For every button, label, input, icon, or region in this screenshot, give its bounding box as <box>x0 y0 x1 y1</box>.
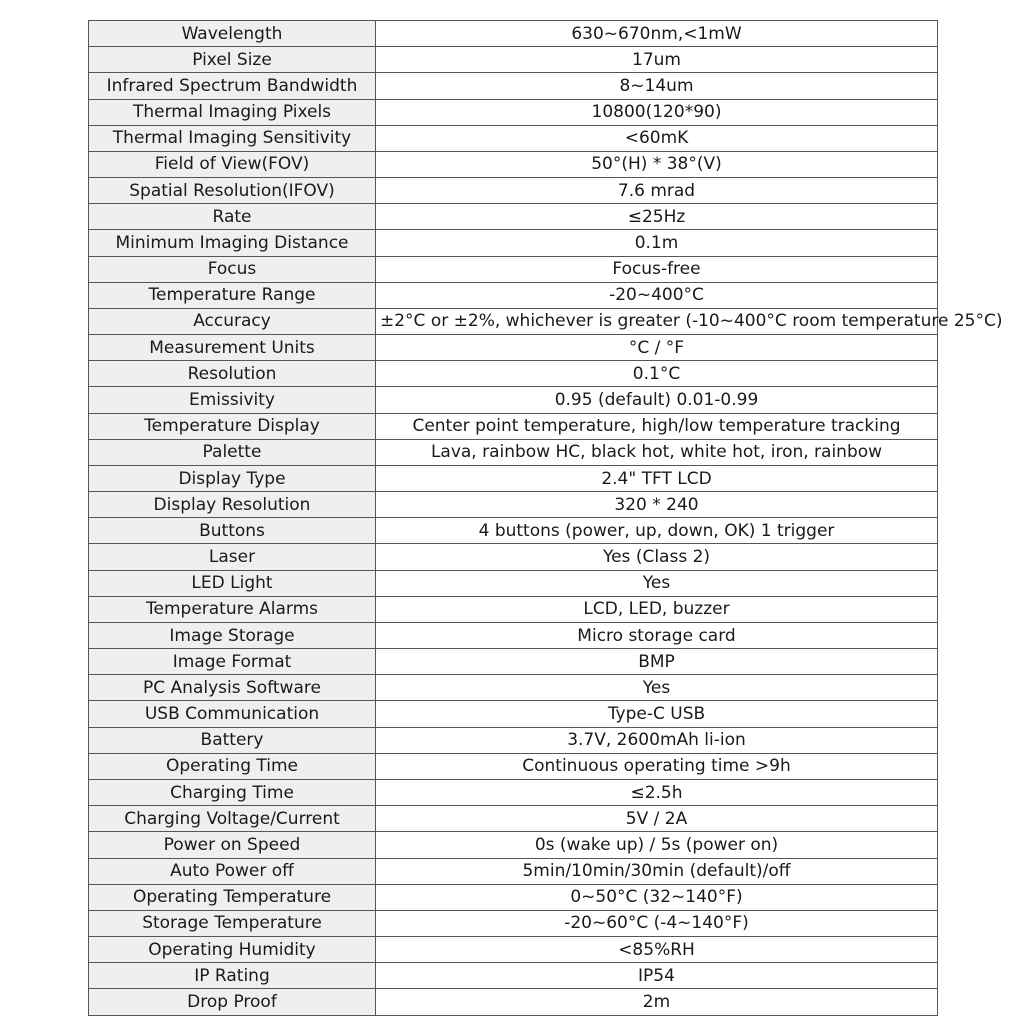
spec-value: ≤2.5h <box>376 779 938 805</box>
spec-row <box>89 779 938 805</box>
spec-label: Spatial Resolution(IFOV) <box>89 178 376 204</box>
spec-label: Pixel Size <box>89 47 376 73</box>
spec-value: Continuous operating time >9h <box>376 753 938 779</box>
spec-value: Type-C USB <box>376 701 938 727</box>
spec-value: 17um <box>376 47 938 73</box>
spec-row <box>89 989 938 1016</box>
spec-label: Emissivity <box>89 387 376 413</box>
spec-row <box>89 570 938 596</box>
spec-label: Minimum Imaging Distance <box>89 230 376 256</box>
spec-value: Yes <box>376 675 938 701</box>
spec-label: Operating Humidity <box>89 937 376 963</box>
spec-value: Yes <box>376 570 938 596</box>
spec-value: Focus-free <box>376 256 938 282</box>
spec-value: -20~60°C (-4~140°F) <box>376 910 938 936</box>
spec-row <box>89 230 938 256</box>
spec-label: Field of View(FOV) <box>89 151 376 177</box>
spec-value: 5V / 2A <box>376 806 938 832</box>
spec-value: Yes (Class 2) <box>376 544 938 570</box>
spec-label: Laser <box>89 544 376 570</box>
spec-row <box>89 701 938 727</box>
spec-row <box>89 282 938 308</box>
spec-row <box>89 204 938 230</box>
spec-row <box>89 884 938 910</box>
spec-label: Power on Speed <box>89 832 376 858</box>
spec-value: IP54 <box>376 963 938 989</box>
spec-row <box>89 256 938 282</box>
spec-label: Temperature Display <box>89 413 376 439</box>
spec-label: Thermal Imaging Pixels <box>89 99 376 125</box>
spec-label: Temperature Range <box>89 282 376 308</box>
spec-value: <60mK <box>376 125 938 151</box>
spec-row <box>89 73 938 99</box>
spec-value: 4 buttons (power, up, down, OK) 1 trigger <box>376 518 938 544</box>
spec-row <box>89 413 938 439</box>
spec-label: Storage Temperature <box>89 910 376 936</box>
spec-value: Micro storage card <box>376 622 938 648</box>
spec-row <box>89 439 938 465</box>
spec-row <box>89 99 938 125</box>
spec-label: Infrared Spectrum Bandwidth <box>89 73 376 99</box>
spec-value: 320 * 240 <box>376 492 938 518</box>
spec-row <box>89 727 938 753</box>
spec-value: 10800(120*90) <box>376 99 938 125</box>
spec-row <box>89 21 938 47</box>
spec-label: Display Resolution <box>89 492 376 518</box>
spec-row <box>89 544 938 570</box>
spec-label: Charging Time <box>89 779 376 805</box>
spec-value: 0.1°C <box>376 361 938 387</box>
spec-row <box>89 858 938 884</box>
spec-value: °C / °F <box>376 335 938 361</box>
spec-value: 0~50°C (32~140°F) <box>376 884 938 910</box>
spec-value: Lava, rainbow HC, black hot, white hot, iron, rainbow <box>376 439 938 465</box>
spec-value: 630~670nm,<1mW <box>376 21 938 47</box>
spec-row <box>89 47 938 73</box>
spec-value: <85%RH <box>376 937 938 963</box>
spec-table-body <box>89 21 1003 1016</box>
spec-label: Palette <box>89 439 376 465</box>
spec-value: 2m <box>376 989 938 1016</box>
spec-row <box>89 387 938 413</box>
spec-value: 0.1m <box>376 230 938 256</box>
spec-row <box>89 308 938 334</box>
spec-row <box>89 151 938 177</box>
spec-value: 0.95 (default) 0.01-0.99 <box>376 387 938 413</box>
spec-row <box>89 675 938 701</box>
spec-row <box>89 492 938 518</box>
spec-value: 7.6 mrad <box>376 178 938 204</box>
spec-label: Operating Temperature <box>89 884 376 910</box>
spec-value: ±2°C or ±2%, whichever is greater (-10~400°C room temperature 25°C) <box>376 308 938 334</box>
spec-row <box>89 335 938 361</box>
spec-label: Temperature Alarms <box>89 596 376 622</box>
spec-value: BMP <box>376 649 938 675</box>
spec-value: LCD, LED, buzzer <box>376 596 938 622</box>
spec-label: PC Analysis Software <box>89 675 376 701</box>
spec-row <box>89 518 938 544</box>
spec-label: Image Format <box>89 649 376 675</box>
spec-row <box>89 622 938 648</box>
spec-row <box>89 596 938 622</box>
spec-label: Accuracy <box>89 308 376 334</box>
spec-row <box>89 963 938 989</box>
spec-value: 5min/10min/30min (default)/off <box>376 858 938 884</box>
spec-value: -20~400°C <box>376 282 938 308</box>
spec-row <box>89 465 938 491</box>
spec-row <box>89 806 938 832</box>
spec-row <box>89 649 938 675</box>
spec-row <box>89 753 938 779</box>
spec-row <box>89 178 938 204</box>
spec-label: USB Communication <box>89 701 376 727</box>
spec-row <box>89 937 938 963</box>
spec-value: 3.7V, 2600mAh li-ion <box>376 727 938 753</box>
spec-label: Thermal Imaging Sensitivity <box>89 125 376 151</box>
spec-value: ≤25Hz <box>376 204 938 230</box>
spec-label: Drop Proof <box>89 989 376 1016</box>
spec-value: 8~14um <box>376 73 938 99</box>
spec-label: LED Light <box>89 570 376 596</box>
spec-label: Battery <box>89 727 376 753</box>
spec-label: Charging Voltage/Current <box>89 806 376 832</box>
spec-label: Operating Time <box>89 753 376 779</box>
spec-row <box>89 832 938 858</box>
spec-label: IP Rating <box>89 963 376 989</box>
spec-label: Wavelength <box>89 21 376 47</box>
spec-label: Rate <box>89 204 376 230</box>
spec-row <box>89 125 938 151</box>
spec-label: Buttons <box>89 518 376 544</box>
spec-label: Measurement Units <box>89 335 376 361</box>
spec-label: Image Storage <box>89 622 376 648</box>
spec-label: Resolution <box>89 361 376 387</box>
spec-value: Center point temperature, high/low temperature tracking <box>376 413 938 439</box>
spec-row <box>89 910 938 936</box>
spec-table <box>88 20 1003 1016</box>
spec-value: 2.4" TFT LCD <box>376 465 938 491</box>
spec-label: Display Type <box>89 465 376 491</box>
spec-label: Auto Power off <box>89 858 376 884</box>
spec-row <box>89 361 938 387</box>
spec-value: 50°(H) * 38°(V) <box>376 151 938 177</box>
spec-label: Focus <box>89 256 376 282</box>
spec-value: 0s (wake up) / 5s (power on) <box>376 832 938 858</box>
